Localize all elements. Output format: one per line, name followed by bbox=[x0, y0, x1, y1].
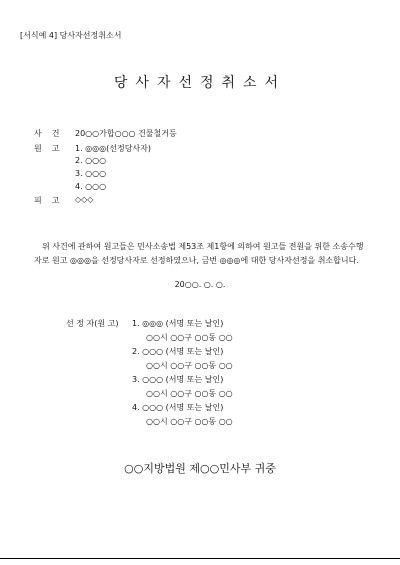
document-date: 20○○. ○. ○. bbox=[174, 280, 226, 289]
plaintiff-item: 1. ◎◎◎(선정당사자) bbox=[75, 144, 151, 153]
body-paragraph: 위 사건에 관하여 원고들은 민사소송법 제53조 제1항에 의하여 원고들 전원을 위한 소송수행자로 원고 ◎◎◎을 선정당사자로 선정하였으나, 금번 ◎◎◎에 대한 당사자선정을 취소합니다. bbox=[34, 242, 364, 265]
plaintiff-item: 3. ○○○ bbox=[75, 169, 107, 178]
selector-line: 4. ○○○ (서명 또는 날인) bbox=[132, 403, 224, 412]
selector-line: 3. ○○○ (서명 또는 날인) bbox=[132, 375, 224, 384]
plaintiff-label: 원고 bbox=[34, 144, 70, 153]
case-value: 20○○가합○○○ 건물철거등 bbox=[75, 129, 177, 138]
selector-address: ○○시 ○○구 ○○동 ○○ bbox=[146, 389, 233, 398]
selector-address: ○○시 ○○구 ○○동 ○○ bbox=[146, 333, 233, 342]
court-addressee: ○○지방법원 제○○민사부 귀중 bbox=[124, 462, 276, 475]
case-label: 사건 bbox=[34, 129, 70, 138]
document-title: 당사자선정취소서 bbox=[113, 75, 287, 91]
form-label: [서식예 4] 당사자선정취소서 bbox=[20, 31, 122, 40]
selector-line: 1. ◎◎◎ (서명 또는 날인) bbox=[132, 319, 224, 328]
defendant-value: ◇◇◇ bbox=[75, 195, 94, 204]
bottom-rule bbox=[0, 558, 400, 559]
plaintiff-item: 2. ○○○ bbox=[75, 156, 107, 165]
selector-line: 2. ○○○ (서명 또는 날인) bbox=[132, 347, 224, 356]
selector-address: ○○시 ○○구 ○○동 ○○ bbox=[146, 361, 233, 370]
selectors-label: 선 정 자(원 고) bbox=[66, 319, 119, 328]
selector-address: ○○시 ○○구 ○○동 ○○ bbox=[146, 417, 233, 426]
plaintiff-item: 4. ○○○ bbox=[75, 182, 107, 191]
defendant-label: 피고 bbox=[34, 196, 70, 205]
